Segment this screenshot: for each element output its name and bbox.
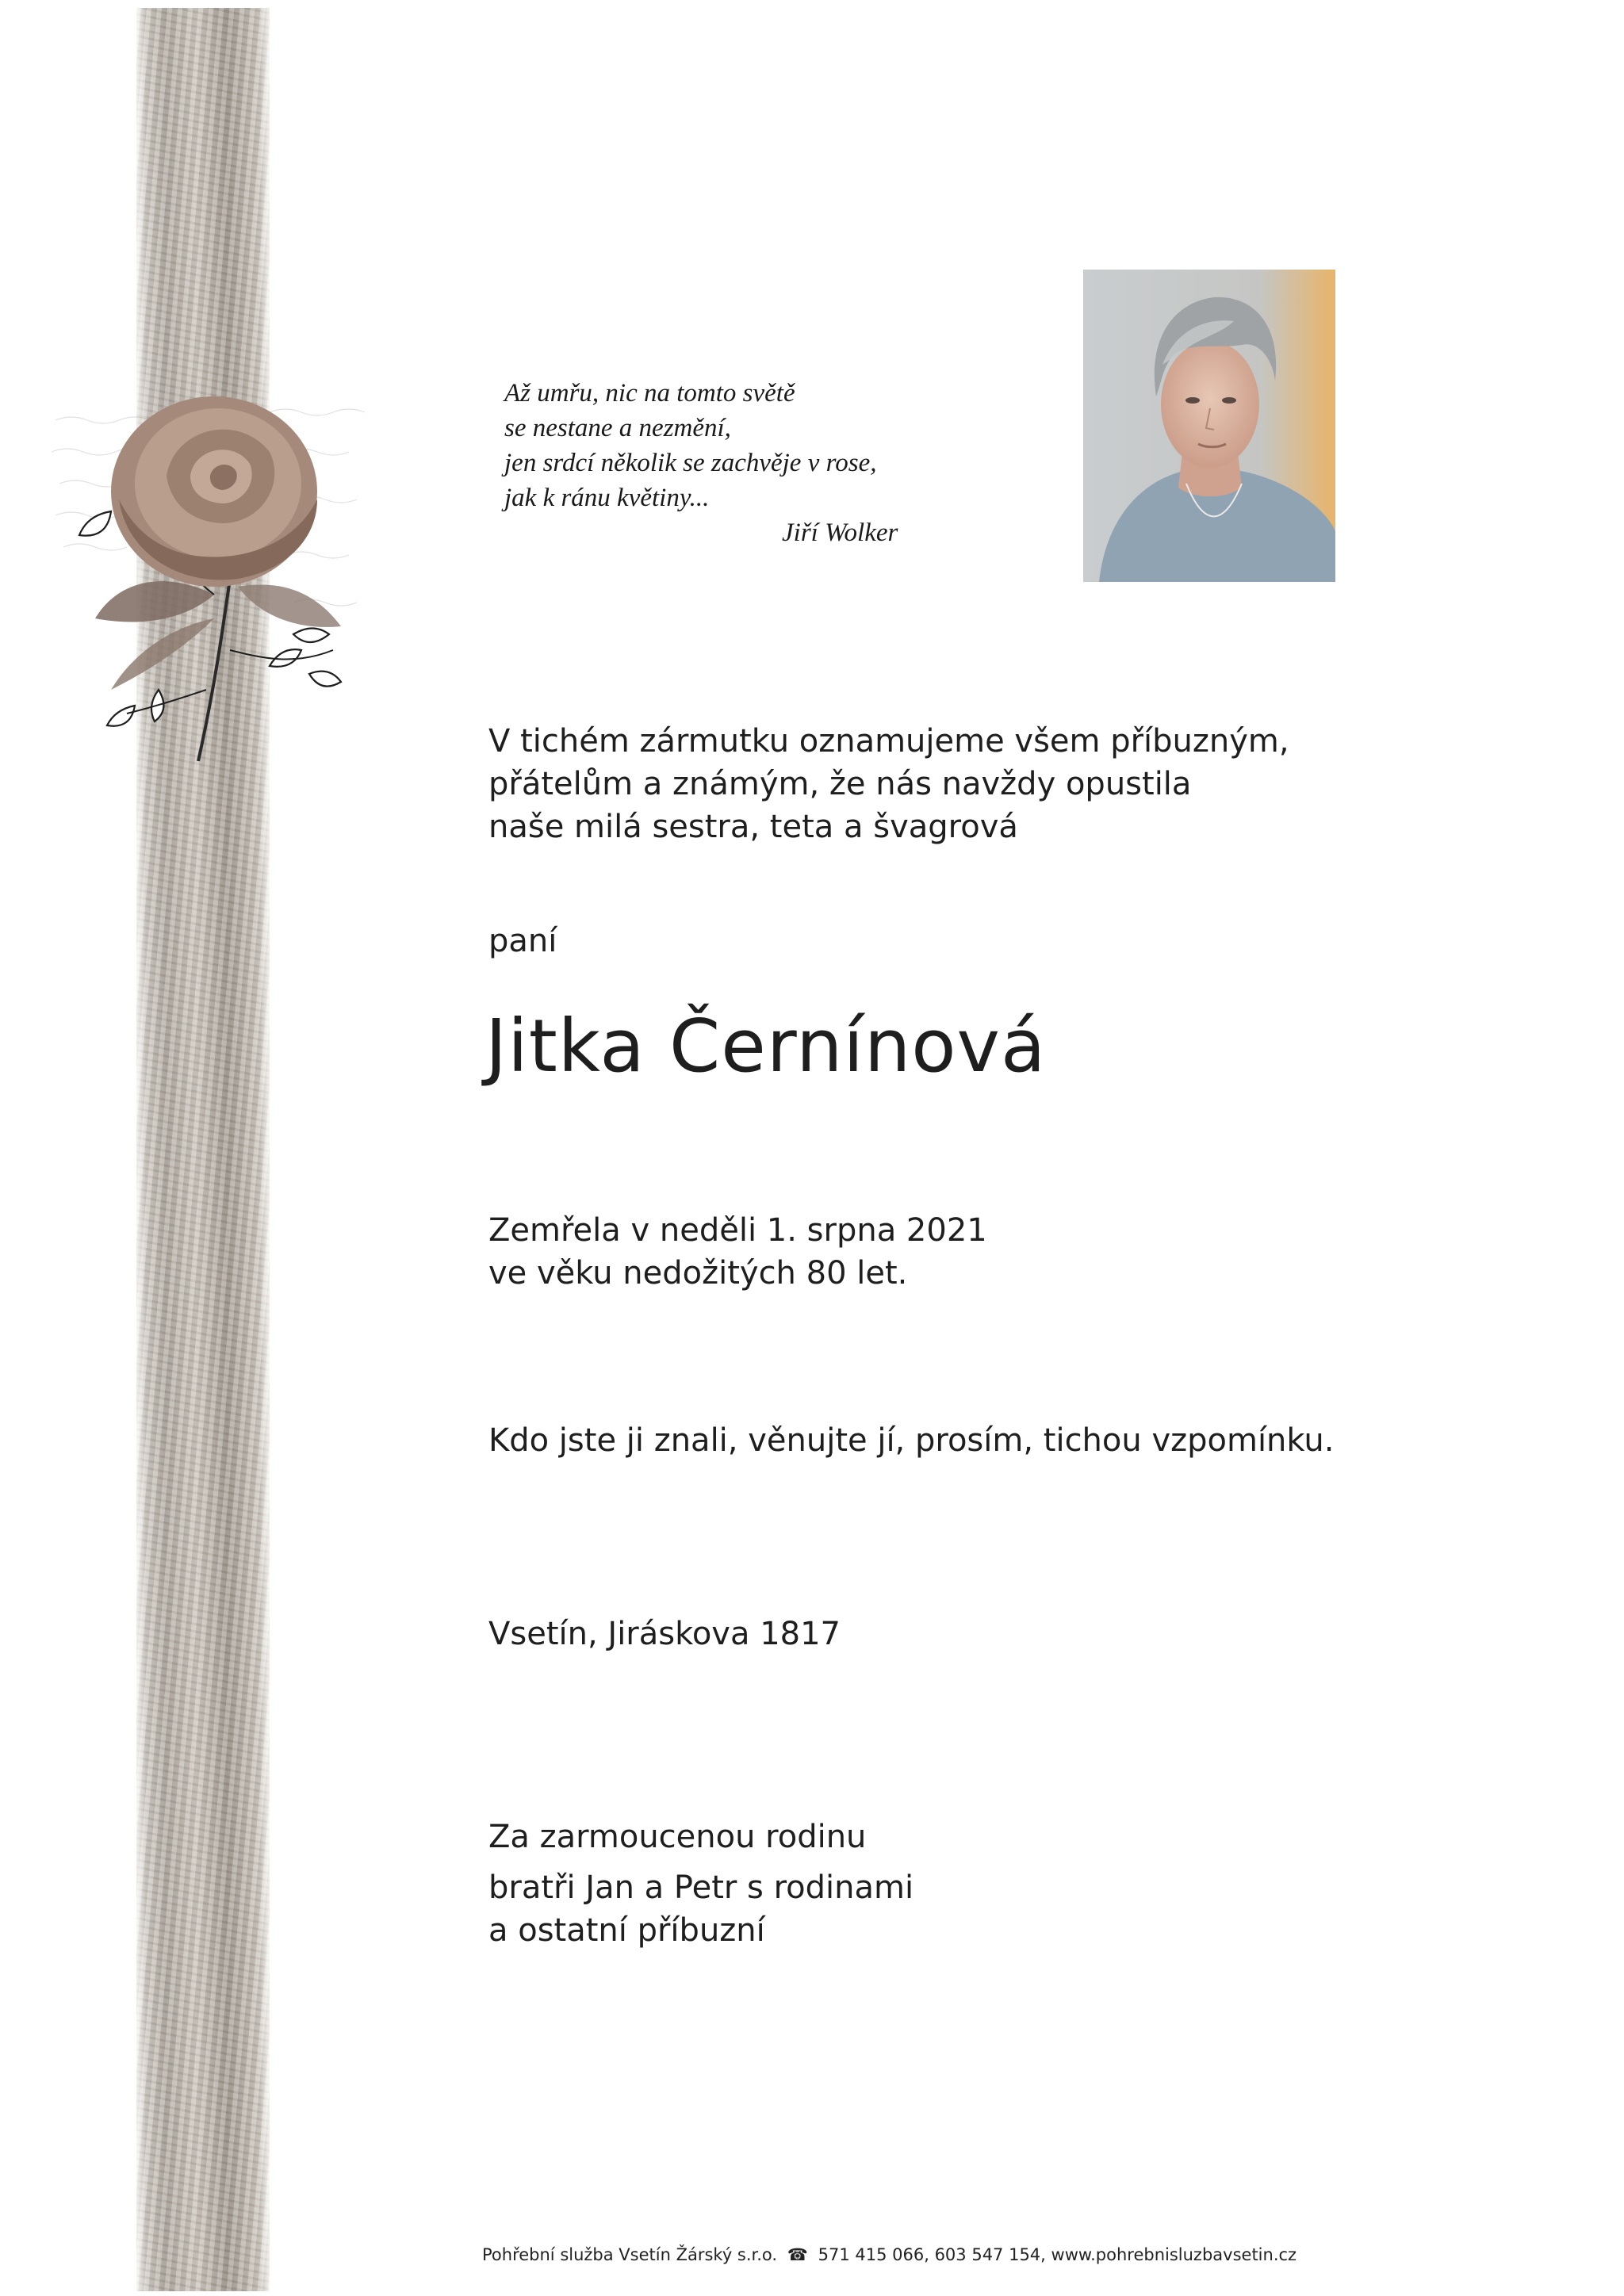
funeral-service-footer bbox=[482, 2245, 1297, 2264]
poem-quote bbox=[504, 376, 948, 550]
portrait-photo bbox=[1083, 270, 1335, 582]
deceased-name: Jitka Černínová bbox=[485, 1004, 1047, 1089]
address-text bbox=[488, 1613, 841, 1655]
honorific bbox=[488, 920, 557, 962]
remembrance-line: Kdo jste ji znali, věnujte jí, prosím, tichou vzpomínku. bbox=[488, 1422, 1335, 1459]
phone-icon: ☎ bbox=[787, 2245, 808, 2264]
rose-illustration bbox=[32, 317, 412, 793]
family-signature bbox=[488, 1816, 914, 1952]
poem-line: jak k ránu květiny... bbox=[504, 484, 710, 512]
poem-line: se nestane a nezmění, bbox=[504, 414, 731, 442]
honorific-text: paní bbox=[488, 923, 557, 959]
remembrance-text bbox=[488, 1419, 1334, 1462]
death-line: Zemřela v neděli 1. srpna 2021 bbox=[488, 1212, 987, 1249]
footer-contact: 571 415 066, 603 547 154, www.pohrebnisluzbavsetin.cz bbox=[818, 2245, 1297, 2264]
announcement-line: přátelům a známým, že nás navždy opustila bbox=[488, 766, 1192, 802]
death-line: ve věku nedožitých 80 let. bbox=[488, 1255, 908, 1292]
family-line: a ostatní příbuzní bbox=[488, 1912, 765, 1949]
announcement-text bbox=[488, 720, 1289, 848]
family-line: Za zarmoucenou rodinu bbox=[488, 1819, 867, 1855]
poem-line: Až umřu, nic na tomto světě bbox=[504, 379, 795, 408]
family-line: bratři Jan a Petr s rodinami bbox=[488, 1869, 914, 1906]
announcement-line: V tichém zármutku oznamujeme všem příbuzným, bbox=[488, 723, 1289, 760]
footer-company: Pohřební služba Vsetín Žárský s.r.o. bbox=[482, 2245, 778, 2264]
address-line: Vsetín, Jiráskova 1817 bbox=[488, 1616, 841, 1652]
death-details bbox=[488, 1209, 987, 1295]
poem-line: jen srdcí několik se zachvěje v rose, bbox=[504, 449, 877, 477]
poem-author: Jiří Wolker bbox=[782, 519, 898, 547]
announcement-line: naše milá sestra, teta a švagrová bbox=[488, 809, 1018, 845]
